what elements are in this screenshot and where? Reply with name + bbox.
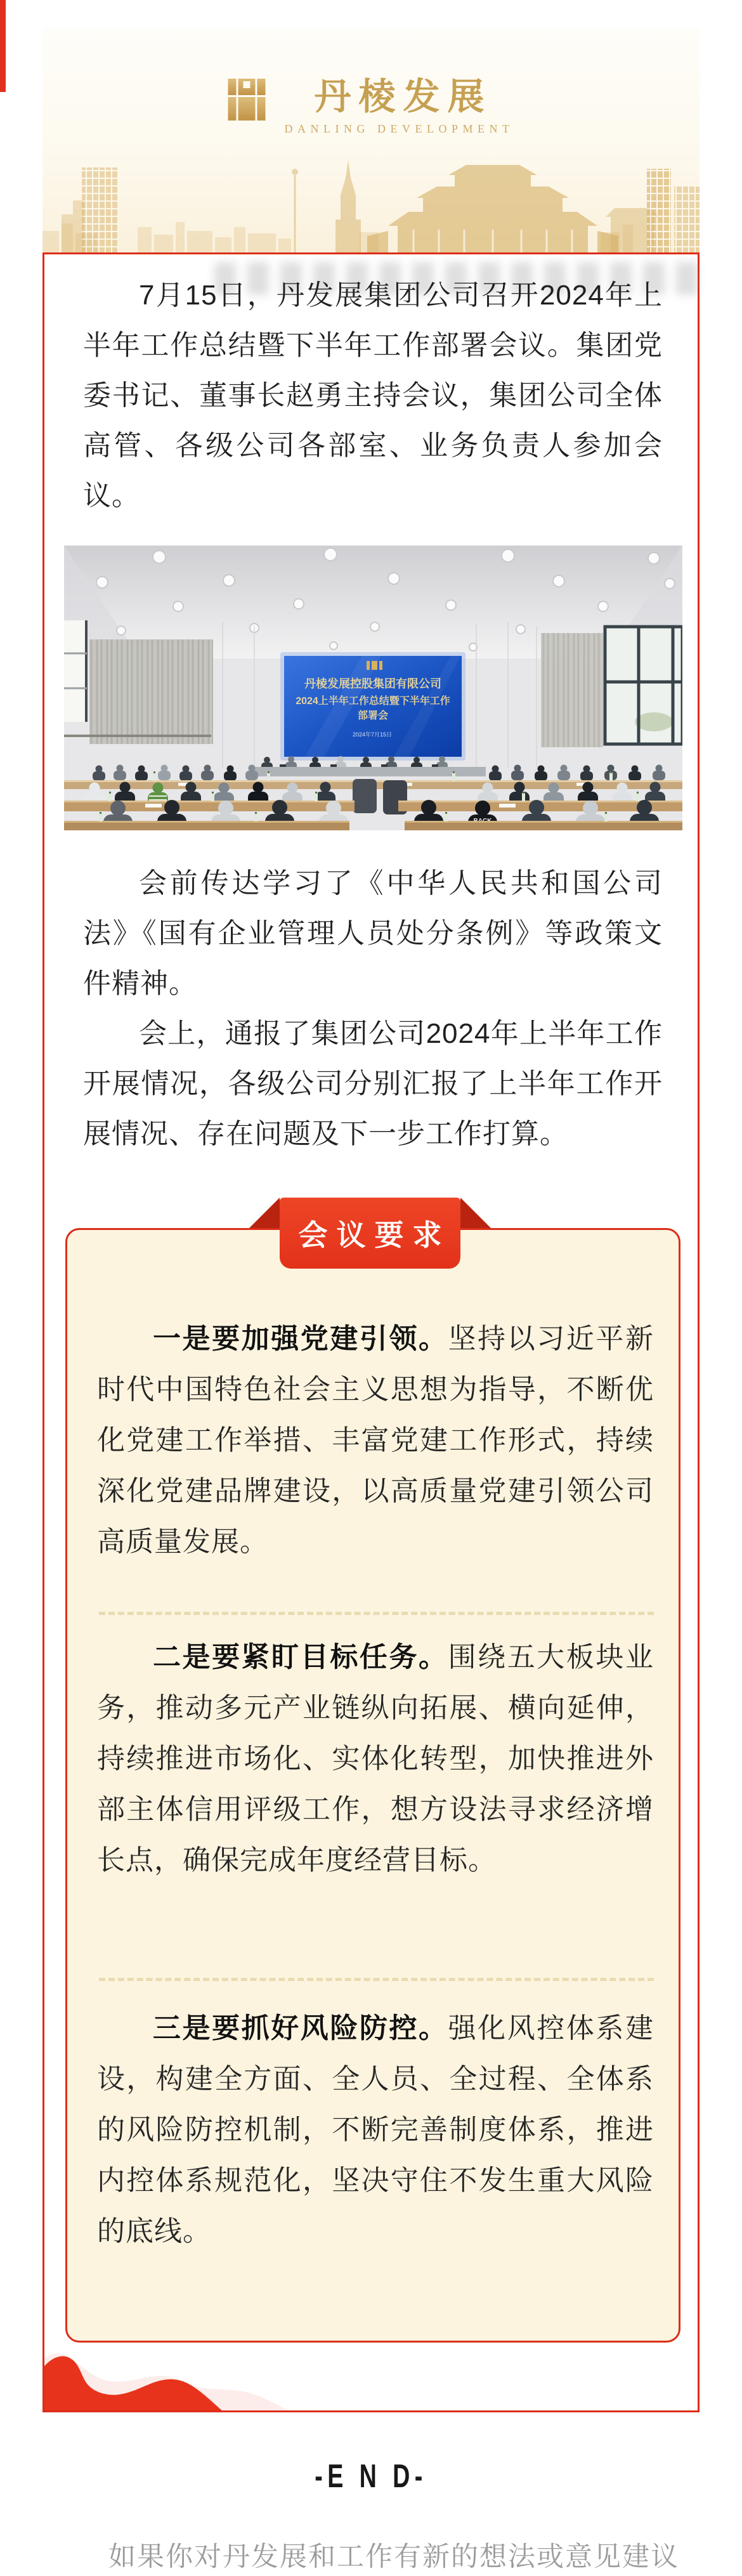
footer-teaser: 如果你对丹发展和工作有新的想法或意见建议 <box>108 2542 679 2572</box>
item-2-lead: 二是要紧盯目标任务。 <box>153 1642 448 1673</box>
ribbon-label: 会议要求 <box>298 1219 451 1252</box>
meeting-photo[interactable] <box>64 546 682 830</box>
screen-title-line1: 2024上半年工作总结暨下半年工作 <box>296 696 450 707</box>
item-2-body: 围绕五大板块业务，推动多元产业链纵向拓展、横向延伸，持续推进市场化、实体化转型，加快推进外部主体信用评级工作，想方设法寻求经济增长点，确保完成年度经营目标。 <box>97 1642 654 1876</box>
head-table <box>251 767 486 776</box>
article-frame <box>42 252 700 2412</box>
paragraph-intro: 7月15日，丹发展集团公司召开2024年上半年工作总结暨下半年工作部署会议。集团党委书记、董事长赵勇主持会议，集团公司全体高管、各级公司各部室、业务负责人参加会议。 <box>83 280 663 511</box>
left-curtain <box>89 639 213 744</box>
screen-title-line2: 部署会 <box>357 710 389 721</box>
desk-row-mid <box>64 802 355 811</box>
logo-block <box>228 77 514 136</box>
wave-decoration <box>44 2347 336 2410</box>
screen-org-line: 丹棱发展控股集团有限公司 <box>304 677 441 690</box>
left-window <box>64 620 87 722</box>
requirement-item-2 <box>97 1632 654 1886</box>
city-skyline-illustration <box>42 156 700 252</box>
top-left-red-stripe <box>0 0 6 92</box>
screen-logo-icon <box>367 661 382 670</box>
right-curtain <box>541 633 603 747</box>
item-3-body: 强化风控体系建设，构建全方面、全人员、全过程、全体系的风险防控机制，不断完善制度体系，推进内控体系规范化，坚决守住不发生重大风险的底线。 <box>97 2013 654 2247</box>
paragraph-study: 会前传达学习了《中华人民共和国公司法》《国有企业管理人员处分条例》等政策文件精神。 <box>83 868 663 999</box>
dotted-divider <box>99 1612 654 1615</box>
item-3-lead: 三是要抓好风险防控。 <box>153 2013 448 2044</box>
end-marker: -E N D- <box>315 2457 427 2495</box>
paragraph-report: 会上，通报了集团公司2024年上半年工作开展情况，各级公司分别汇报了上半年工作开展情况、存在问题及下一步工作打算。 <box>83 1018 663 1149</box>
logo-subtitle: DANLING DEVELOPMENT <box>284 122 514 135</box>
screen-date: 2024年7月15日 <box>353 731 393 738</box>
logo-title: 丹棱发展 <box>314 76 492 117</box>
requirements-ribbon <box>249 1198 491 1269</box>
requirement-item-1 <box>97 1314 654 1567</box>
danling-logo-icon <box>228 79 266 121</box>
ribbon-fold-right-icon <box>460 1198 491 1228</box>
item-1-body: 坚持以习近平新时代中国特色社会主义思想为指导，不断优化党建工作举措、丰富党建工作形式，持续深化党建品牌建设，以高质量党建引领公司高质量发展。 <box>97 1323 654 1557</box>
masthead <box>42 28 700 252</box>
item-1-lead: 一是要加强党建引领。 <box>153 1323 448 1354</box>
ribbon-fold-left-icon <box>249 1198 280 1228</box>
logo-texts <box>285 77 514 136</box>
desk-row-front <box>64 823 349 830</box>
ribbon-banner <box>280 1198 460 1269</box>
requirements-box <box>65 1228 680 2343</box>
requirement-item-3 <box>97 2003 654 2257</box>
dotted-divider <box>99 1978 654 1981</box>
